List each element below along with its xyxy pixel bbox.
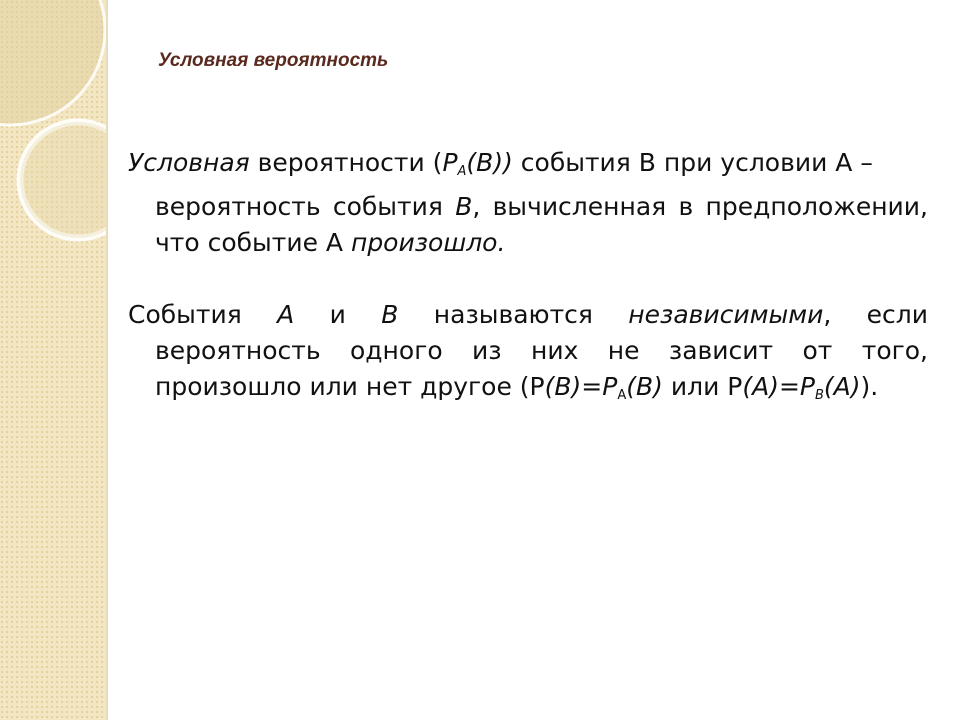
- formula-part: (B)=P: [544, 372, 618, 401]
- text-span: называются: [398, 300, 629, 329]
- symbol-a: A: [277, 300, 295, 329]
- text-span: и: [294, 300, 382, 329]
- sidebar-divider: [106, 0, 108, 720]
- line-spacer: [155, 181, 928, 189]
- symbol-b: (B)): [466, 148, 513, 177]
- subscript-a: A: [617, 388, 627, 403]
- deco-circle-large: [0, 0, 105, 125]
- definition-first-line: [128, 145, 928, 181]
- text-span: , вычисленная в предположении, что событие А: [155, 192, 928, 257]
- term-independent: независимыми: [628, 300, 824, 329]
- text-span: ).: [860, 372, 879, 401]
- text-span: или Р: [662, 372, 743, 401]
- text-span: вероятность события: [155, 192, 456, 221]
- symbol-b: B: [455, 192, 473, 221]
- formula-part: (A)=P: [742, 372, 815, 401]
- subscript-b: B: [815, 388, 824, 403]
- subscript-a: A: [457, 164, 467, 179]
- decorative-sidebar: [0, 0, 106, 720]
- slide-title: Условная вероятность: [158, 50, 389, 71]
- text-span: вероятности (: [249, 148, 443, 177]
- independence-paragraph: [128, 297, 928, 405]
- symbol-b: B: [381, 300, 399, 329]
- formula-part: (A): [823, 372, 861, 401]
- symbol-p: P: [442, 148, 458, 177]
- decorative-circles: [0, 0, 106, 720]
- definition-paragraph: [128, 145, 928, 261]
- term-occurred: произошло.: [350, 228, 506, 257]
- text-span: , если вероятность одного из них не зависит от того, произошло или нет другое (Р: [155, 300, 928, 401]
- term-conditional: Условная: [128, 148, 250, 177]
- formula-part: (B): [626, 372, 663, 401]
- slide-body: [128, 145, 928, 405]
- text-span: события В при условии А –: [512, 148, 873, 177]
- text-span: События: [128, 300, 278, 329]
